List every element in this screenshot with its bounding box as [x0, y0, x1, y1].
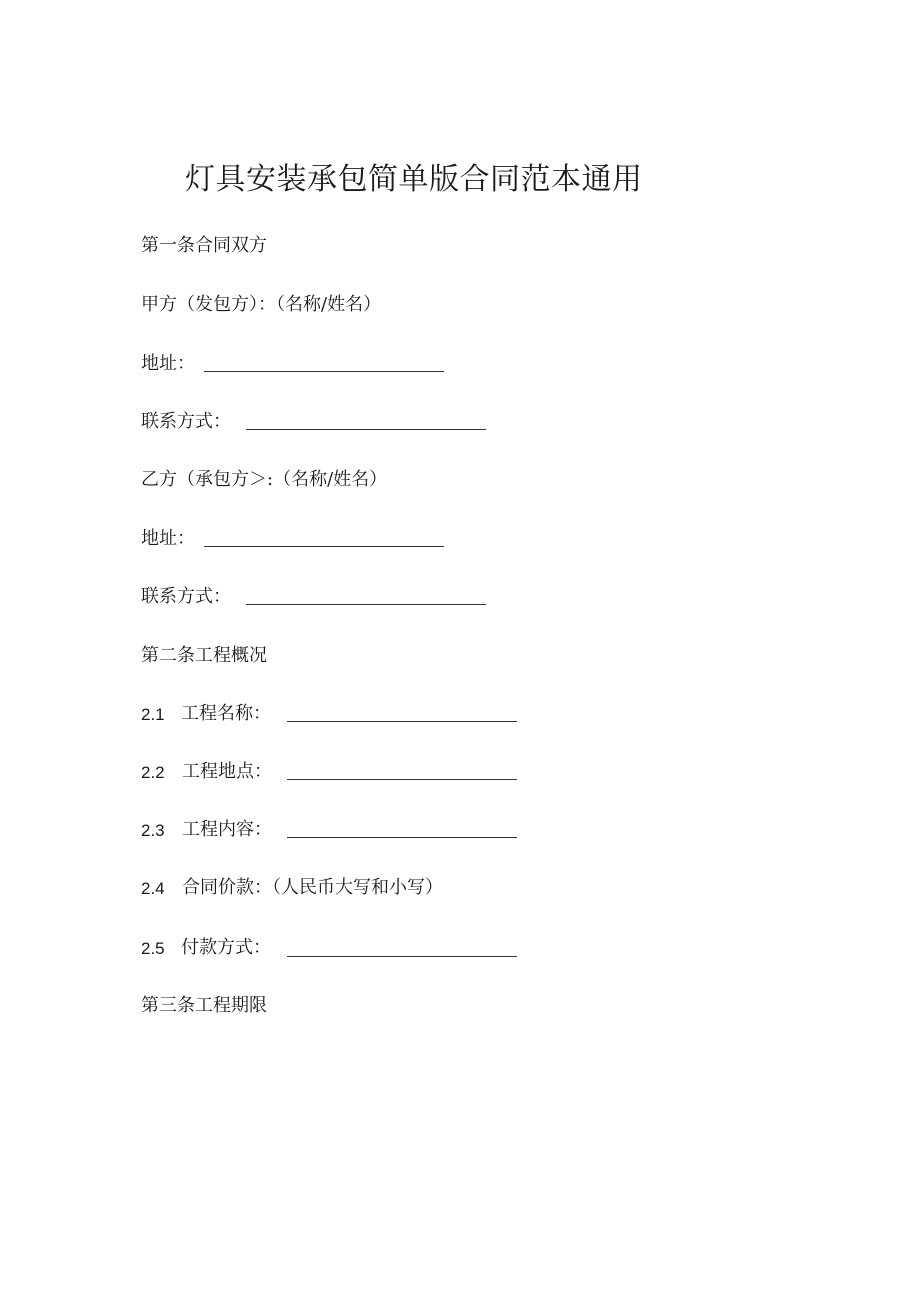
party-b-contact-blank[interactable] [246, 604, 486, 605]
project-content-label: 工程内容： [182, 819, 272, 840]
party-b-contact-label: 联系方式： [141, 586, 231, 607]
contract-price-label: 合同价款：（人民币大写和小写） [182, 877, 443, 898]
item-number: 2.2 [141, 763, 165, 782]
project-content-blank[interactable] [287, 837, 517, 838]
party-a-address-blank[interactable] [204, 371, 444, 372]
party-b-address-blank[interactable] [204, 546, 444, 547]
project-location-label: 工程地点： [182, 761, 272, 782]
payment-method-blank[interactable] [287, 956, 517, 957]
project-name-label: 工程名称： [181, 703, 271, 724]
item-number: 2.5 [141, 939, 165, 958]
party-a-contact-label: 联系方式： [141, 411, 231, 432]
party-a-contact-blank[interactable] [246, 429, 486, 430]
party-b-address-label: 地址： [141, 528, 195, 549]
item-number: 2.1 [141, 705, 165, 724]
article2-heading: 第二条工程概况 [141, 645, 267, 666]
article1-heading: 第一条合同双方 [141, 235, 267, 256]
item-number: 2.3 [141, 821, 165, 840]
payment-method-label: 付款方式： [181, 937, 271, 958]
contract-title: 灯具安装承包简单版合同范本通用 [185, 162, 643, 197]
article3-heading: 第三条工程期限 [141, 995, 267, 1016]
party-a-label: 甲方（发包方）：（名称/姓名） [141, 294, 382, 315]
item-number: 2.4 [141, 879, 165, 898]
party-a-address-label: 地址： [141, 353, 195, 374]
project-location-blank[interactable] [287, 779, 517, 780]
project-name-blank[interactable] [287, 721, 517, 722]
party-b-label: 乙方（承包方＞:（名称/姓名） [141, 469, 388, 490]
